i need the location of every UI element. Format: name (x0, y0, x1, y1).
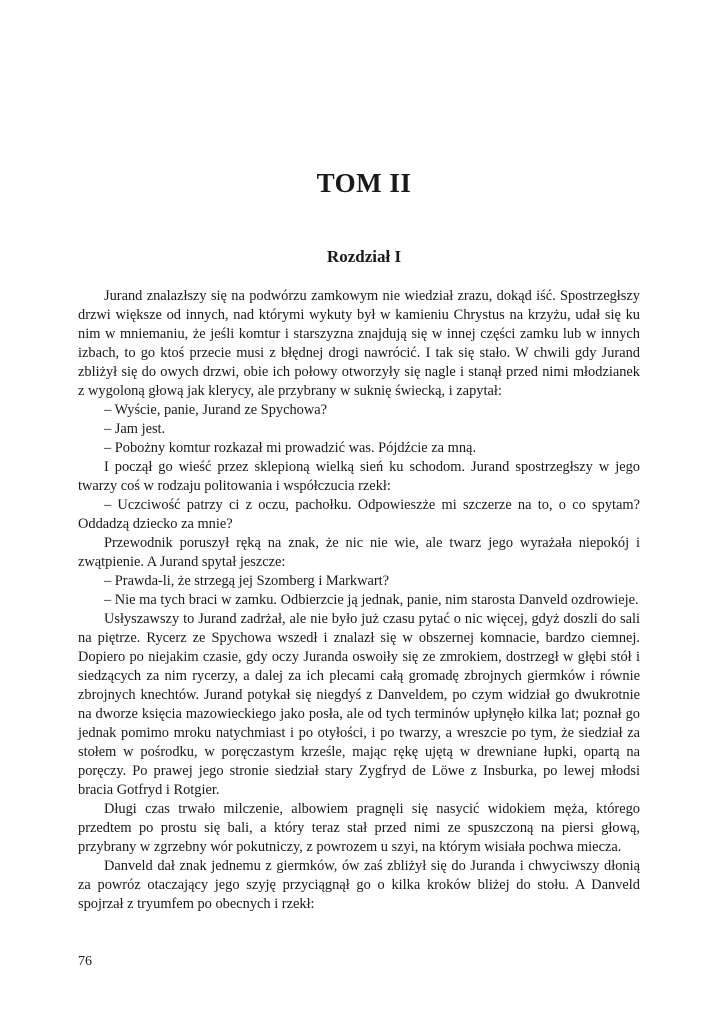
paragraph: Danveld dał znak jednemu z giermków, ów zaś zbliżył się do Juranda i chwyciwszy dłonią za powróz otaczający jego szyję przyciągnął go o kilka kroków bliżej do stołu. A Danveld spojrzał z tryumfem po obecnych i rzekł: (78, 858, 640, 912)
page-number: 76 (78, 954, 92, 969)
paragraph: I począł go wieść przez sklepioną wielką sień ku schodom. Jurand spostrzegłszy w jego twarzy coś w rodzaju politowania i współczucia rzekł: (78, 459, 640, 494)
paragraph: – Prawda-li, że strzegą jej Szomberg i Markwart? (104, 573, 390, 589)
paragraph: Przewodnik poruszył ręką na znak, że nic nie wie, ale twarz jego wyrażała niepokój i zwątpienie. A Jurand spytał jeszcze: (78, 535, 640, 570)
paragraph: Długi czas trwało milczenie, albowiem pragnęli się nasycić widokiem męża, którego przedtem po prostu się bali, a który teraz stał przed nimi ze spuszczoną na piersi głową, przybrany w zgrzebny wór pokutniczy, z powrozem u szyi, na którym wisiała pochwa miecza. (78, 801, 640, 855)
chapter-body (78, 287, 640, 914)
volume-title: TOM II (316, 168, 412, 198)
paragraph: Jurand znalazłszy się na podwórzu zamkowym nie wiedział zrazu, dokąd iść. Spostrzegłszy drzwi większe od innych, nad którymi wykuty był w kamieniu Chrystus na krzyżu, udał się ku nim w mniemaniu, że jeśli komtur i starszyzna znajdują się w innej części zamku lub w innych izbach, to go ktoś przecie musi z błędnej drogi nawrócić. I tak się stało. W chwili gdy Jurand zbliżył się do owych drzwi, obie ich połowy otworzyły się nagle i stanął przed nimi młodzianek z wygoloną głową jak klerycy, ale przybrany w suknię świecką, i zapytał: (78, 288, 640, 399)
paragraph: – Wyście, panie, Jurand ze Spychowa? (104, 402, 328, 418)
paragraph: – Pobożny komtur rozkazał mi prowadzić was. Pójdźcie za mną. (104, 440, 477, 456)
chapter-title: Rozdział I (326, 247, 402, 266)
paragraph: – Uczciwość patrzy ci z oczu, pachołku. Odpowieszże mi szczerze na to, o co spytam? Oddadzą dziecko za mnie? (78, 497, 640, 532)
paragraph: – Jam jest. (104, 421, 166, 437)
paragraph: – Nie ma tych braci w zamku. Odbierzcie ją jednak, panie, nim starosta Danveld ozdrowieje. (104, 592, 639, 608)
paragraph: Usłyszawszy to Jurand zadrżał, ale nie było już czasu pytać o nic więcej, gdyż doszli do sali na piętrze. Rycerz ze Spychowa wszedł i znalazł się w obszernej komnacie, bardzo ciemnej. Dopiero po niejakim czasie, gdy oczy Juranda oswoiły się ze zmrokiem, dostrzegł w głębi stół i siedzących za nim rycerzy, a dalej za ich plecami całą gromadę zbrojnych giermków i równie zbrojnych knechtów. Jurand potykał się niegdyś z Danveldem, po czym widział go dwukrotnie na dworze księcia mazowieckiego jako posła, ale od tych terminów upłynęło kilka lat; poznał go jednak pomimo mroku natychmiast i po otyłości, i po twarzy, a wreszcie po tym, że siedział za stołem w pośrodku, w poręczastym krześle, mając rękę ujętą w drewniane łupki, opartą na poręczy. Po prawej jego stronie siedział stary Zygfryd de Löwe z Insburka, po lewej młodsi bracia Gotfryd i Rotgier. (78, 611, 640, 798)
